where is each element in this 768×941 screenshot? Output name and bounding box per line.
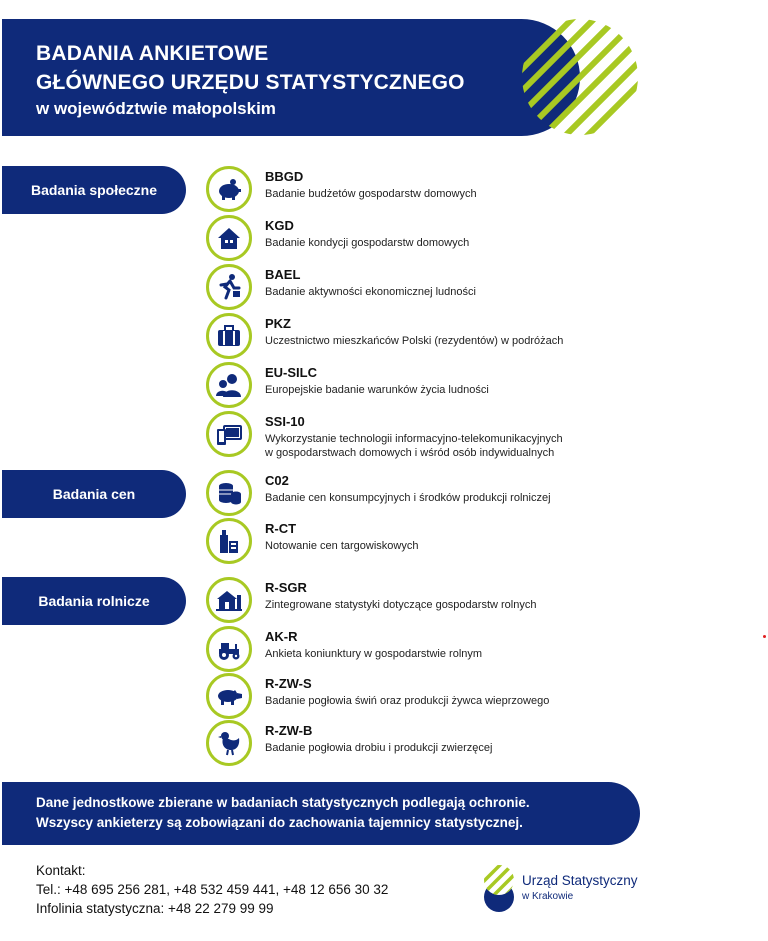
coins-icon (206, 470, 252, 516)
survey-item (206, 264, 476, 310)
survey-desc: Badanie budżetów gospodarstw domowych (265, 188, 477, 200)
confidentiality-notice (2, 782, 640, 845)
notice-line2: Wszyscy ankieterzy są zobowiązani do zachowania tajemnicy statystycznej. (36, 815, 523, 830)
survey-item (206, 720, 492, 766)
survey-item (206, 577, 536, 623)
pig-icon (206, 673, 252, 719)
survey-code: R-CT (265, 521, 297, 536)
survey-item (206, 673, 549, 719)
survey-desc: Europejskie badanie warunków życia ludności (265, 384, 489, 396)
survey-desc: Zintegrowane statystyki dotyczące gospodarstw rolnych (265, 599, 537, 611)
header-subtitle: w województwie małopolskim (36, 99, 276, 118)
survey-item (206, 411, 563, 460)
category-prices: Badania cen (2, 470, 186, 518)
people-icon (206, 362, 252, 408)
survey-desc: Ankieta koniunktury w gospodarstwie rolnym (265, 648, 483, 660)
survey-desc: Badanie cen konsumpcyjnych i środków produkcji rolniczej (265, 492, 551, 504)
devices-icon (206, 411, 252, 457)
header-title-line1: BADANIA ANKIETOWE (36, 42, 269, 65)
survey-desc-line2: w gospodarstwach domowych i wśród osób indywidualnych (265, 447, 555, 459)
survey-desc-line1: Wykorzystanie technologii informacyjno-telekomunikacyjnych (265, 433, 563, 445)
survey-desc: Notowanie cen targowiskowych (265, 540, 419, 552)
stray-red-dot (763, 635, 766, 638)
survey-item (206, 362, 489, 408)
survey-code: PKZ (265, 316, 291, 331)
survey-desc: Badanie aktywności ekonomicznej ludności (265, 286, 476, 298)
survey-desc: Badanie kondycji gospodarstw domowych (265, 237, 470, 249)
survey-item (206, 518, 418, 564)
market-icon (206, 518, 252, 564)
farm-icon (206, 577, 252, 623)
house-icon (206, 215, 252, 261)
survey-code: KGD (265, 218, 294, 233)
survey-code: R-SGR (265, 580, 307, 595)
running-person-icon (206, 264, 252, 310)
survey-code: SSI-10 (265, 414, 305, 429)
survey-item (206, 215, 469, 261)
survey-item (206, 166, 477, 212)
survey-item (206, 313, 563, 359)
notice-line1: Dane jednostkowe zbierane w badaniach statystycznych podlegają ochronie. (36, 795, 530, 810)
survey-code: R-ZW-B (265, 723, 313, 738)
logo-mark-icon (482, 863, 516, 913)
header-title (36, 39, 465, 97)
contact-phones: Tel.: +48 695 256 281, +48 532 459 441, +48 12 656 30 32 (36, 882, 389, 897)
category-agriculture: Badania rolnicze (2, 577, 186, 625)
logo-name: Urząd Statystyczny (522, 873, 638, 888)
survey-desc: Badanie pogłowia drobiu i produkcji zwierzęcej (265, 742, 493, 754)
survey-desc: Uczestnictwo mieszkańców Polski (rezydentów) w podróżach (265, 335, 564, 347)
striped-circle-graphic (516, 19, 641, 136)
contact-infoline: Infolinia statystyczna: +48 22 279 99 99 (36, 901, 274, 916)
survey-item (206, 626, 482, 672)
logo-city: w Krakowie (522, 891, 574, 902)
suitcase-icon (206, 313, 252, 359)
survey-desc (265, 432, 563, 460)
survey-code: EU-SILC (265, 365, 317, 380)
survey-code: C02 (265, 473, 289, 488)
hen-icon (206, 720, 252, 766)
piggy-bank-icon (206, 166, 252, 212)
survey-code: AK-R (265, 629, 298, 644)
contact-info (36, 861, 388, 918)
tractor-icon (206, 626, 252, 672)
survey-code: BBGD (265, 169, 304, 184)
survey-desc: Badanie pogłowia świń oraz produkcji żywca wieprzowego (265, 695, 550, 707)
survey-code: BAEL (265, 267, 301, 282)
survey-item (206, 470, 551, 516)
header-title-line2: GŁÓWNEGO URZĘDU STATYSTYCZNEGO (36, 71, 465, 94)
survey-code: R-ZW-S (265, 676, 312, 691)
header-banner (2, 19, 580, 136)
office-logo (482, 861, 652, 916)
category-social: Badania społeczne (2, 166, 186, 214)
contact-label: Kontakt: (36, 863, 86, 878)
